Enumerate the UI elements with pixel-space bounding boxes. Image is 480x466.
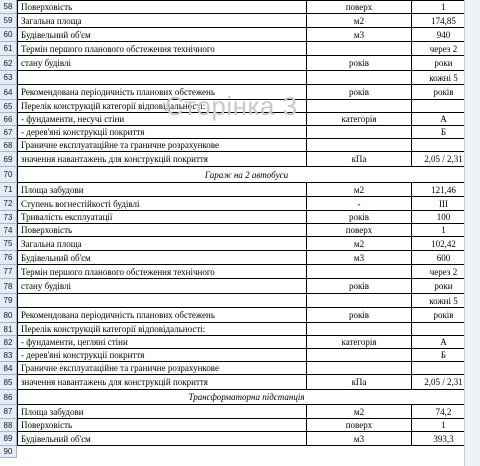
cell-value[interactable]: Б <box>412 349 476 361</box>
sheet-row <box>0 71 480 85</box>
row-cells <box>17 251 480 265</box>
row-cells <box>17 446 480 458</box>
cell-description[interactable]: Тривалість експлуатації <box>17 211 307 223</box>
row-header[interactable]: 69 <box>0 152 17 167</box>
cell-description[interactable]: значення навантажень для конструкцій покриття <box>17 375 307 389</box>
cell-unit[interactable]: кПа <box>307 375 412 389</box>
cell-description[interactable]: Граничне експлуатаційне та граничне розрахункове <box>17 362 307 374</box>
cell-value[interactable]: III <box>412 197 476 210</box>
row-cells <box>17 100 480 113</box>
sheet-row <box>0 0 480 14</box>
row-cells <box>17 265 480 279</box>
cell-description[interactable]: Ступень вогнестійкості будівлі <box>17 197 307 210</box>
cell-unit[interactable]: м3 <box>307 28 412 41</box>
cell-unit[interactable]: кПа <box>307 152 412 166</box>
cell-value[interactable]: кожні 5 <box>412 294 476 307</box>
cell-unit[interactable]: м2 <box>307 14 412 27</box>
cell-description[interactable] <box>17 446 307 458</box>
sheet-row <box>0 167 480 183</box>
row-header[interactable]: 65 <box>0 100 17 113</box>
sheet-row <box>0 56 480 71</box>
cell-description[interactable]: значення навантажень для конструкцій покриття <box>17 152 307 166</box>
cell-value[interactable]: 121,46 <box>412 183 476 196</box>
cell-description[interactable]: Поверховість <box>17 224 307 236</box>
row-header[interactable]: 79 <box>0 294 17 308</box>
cell-description[interactable]: Загальна площа <box>17 14 307 27</box>
cell-description[interactable]: стану будівлі <box>17 279 307 293</box>
cell-unit[interactable]: категорія <box>307 113 412 125</box>
row-cells <box>17 237 480 251</box>
cell-unit[interactable] <box>307 362 412 374</box>
row-header[interactable]: 64 <box>0 85 17 100</box>
sheet-row <box>0 375 480 390</box>
sheet-row <box>0 432 480 446</box>
row-cells <box>17 419 480 432</box>
cell-unit[interactable] <box>307 42 412 55</box>
row-cells <box>17 183 480 197</box>
row-cells <box>17 211 480 224</box>
row-header[interactable]: 62 <box>0 56 17 71</box>
cell-unit[interactable]: років <box>307 85 412 99</box>
cell-value[interactable]: 74,2 <box>412 405 476 418</box>
sheet-row <box>0 139 480 152</box>
cell-description[interactable]: Поверховість <box>17 1 307 13</box>
cell-unit[interactable]: категорія <box>307 336 412 348</box>
cell-value[interactable]: 2,05 / 2,31 <box>412 152 476 166</box>
cell-value[interactable]: 393,3 <box>412 432 476 445</box>
sheet-row <box>0 419 480 432</box>
cell-description[interactable]: Граничне експлуатаційне та граничне розрахункове <box>17 139 307 151</box>
row-cells <box>17 28 480 42</box>
cell-unit[interactable]: років <box>307 308 412 322</box>
row-header[interactable]: 59 <box>0 14 17 28</box>
cell-unit[interactable]: поверх <box>307 224 412 236</box>
sheet-row <box>0 349 480 362</box>
sheet-row <box>0 152 480 167</box>
cell-description[interactable] <box>17 71 307 84</box>
row-cells <box>17 0 480 14</box>
sheet-row <box>0 183 480 197</box>
row-header[interactable]: 76 <box>0 251 17 265</box>
row-cells <box>17 197 480 211</box>
cell-unit[interactable] <box>307 323 412 335</box>
row-header[interactable]: 67 <box>0 126 17 139</box>
sheet-row <box>0 405 480 419</box>
row-cells <box>17 139 480 152</box>
cell-description[interactable]: Рекомендована періодичність планових обстежень <box>17 308 307 322</box>
cell-description[interactable]: Термін першого планового обстеження технічного <box>17 42 307 55</box>
cell-value[interactable]: 1 <box>412 224 476 236</box>
row-cells <box>17 294 480 308</box>
sheet-row <box>0 14 480 28</box>
row-header[interactable]: 89 <box>0 432 17 446</box>
cell-value[interactable]: 174,85 <box>412 14 476 27</box>
row-header[interactable]: 63 <box>0 71 17 85</box>
row-cells <box>17 167 480 183</box>
sheet-row <box>0 362 480 375</box>
sheet-row <box>0 42 480 56</box>
row-header[interactable]: 83 <box>0 349 17 362</box>
section-heading[interactable]: Гараж на 2 автобуси <box>17 167 476 182</box>
cell-unit[interactable] <box>307 446 412 458</box>
row-header[interactable]: 82 <box>0 336 17 349</box>
cell-value[interactable]: 600 <box>412 251 476 264</box>
cell-value[interactable]: років <box>412 85 476 99</box>
section-heading[interactable]: Трансформаторна підстанція <box>17 390 476 404</box>
cell-description[interactable]: Перелік конструкцій категорії відповідальності: <box>17 323 307 335</box>
cell-unit[interactable]: м3 <box>307 432 412 445</box>
cell-unit[interactable]: м2 <box>307 405 412 418</box>
row-header[interactable]: 77 <box>0 265 17 279</box>
sheet-row <box>0 279 480 294</box>
cell-value[interactable]: роки <box>412 279 476 293</box>
sheet-row <box>0 251 480 265</box>
row-header[interactable]: 85 <box>0 375 17 390</box>
row-header[interactable]: 68 <box>0 139 17 152</box>
sheet-row <box>0 390 480 405</box>
cell-value[interactable]: 1 <box>412 1 476 13</box>
sheet-row <box>0 85 480 100</box>
sheet-row <box>0 265 480 279</box>
row-header[interactable]: 90 <box>0 446 17 458</box>
cell-description[interactable]: Будівельний об'єм <box>17 251 307 264</box>
cell-value[interactable]: 2,05 / 2,31 <box>412 375 476 389</box>
sheet-row <box>0 294 480 308</box>
sheet-row <box>0 237 480 251</box>
row-cells <box>17 279 480 294</box>
row-cells <box>17 42 480 56</box>
cell-unit[interactable]: м2 <box>307 237 412 250</box>
row-cells <box>17 405 480 419</box>
cell-value[interactable]: А <box>412 336 476 348</box>
row-cells <box>17 349 480 362</box>
cell-unit[interactable]: м2 <box>307 183 412 196</box>
cell-value[interactable]: років <box>412 308 476 322</box>
sheet-row <box>0 446 480 458</box>
row-cells <box>17 362 480 375</box>
cell-value[interactable]: кожні 5 <box>412 71 476 84</box>
row-cells <box>17 14 480 28</box>
row-cells <box>17 126 480 139</box>
cell-value[interactable]: роки <box>412 56 476 70</box>
cell-description[interactable]: - дерев'яні конструкції покриття <box>17 349 307 361</box>
row-header[interactable]: 72 <box>0 197 17 211</box>
cell-value[interactable]: 940 <box>412 28 476 41</box>
row-cells <box>17 375 480 390</box>
cell-description[interactable]: стану будівлі <box>17 56 307 70</box>
page-watermark: Сторінка 3 <box>165 91 298 121</box>
cell-description[interactable] <box>17 294 307 307</box>
vertical-scrollbar[interactable] <box>464 0 480 466</box>
sheet-row <box>0 28 480 42</box>
cell-value[interactable]: через 2 <box>412 265 476 278</box>
row-cells <box>17 323 480 336</box>
row-cells <box>17 56 480 71</box>
row-header[interactable]: 84 <box>0 362 17 375</box>
row-header[interactable]: 61 <box>0 42 17 56</box>
cell-unit[interactable] <box>307 265 412 278</box>
sheet-row <box>0 323 480 336</box>
row-cells <box>17 85 480 100</box>
sheet-row <box>0 336 480 349</box>
cell-value[interactable]: Б <box>412 126 476 138</box>
row-header[interactable]: 81 <box>0 323 17 336</box>
cell-unit[interactable] <box>307 294 412 307</box>
row-header[interactable]: 75 <box>0 237 17 251</box>
cell-description[interactable]: Будівельний об'єм <box>17 432 307 445</box>
sheet-row <box>0 211 480 224</box>
cell-description[interactable]: - дерев'яні конструкції покриття <box>17 126 307 138</box>
cell-description[interactable]: Рекомендована періодичність планових обстежень <box>17 85 307 99</box>
row-cells <box>17 224 480 237</box>
cell-value[interactable]: 102,42 <box>412 237 476 250</box>
cell-value[interactable]: через 2 <box>412 42 476 55</box>
cell-description[interactable]: - фундаменти, цегляні стіни <box>17 336 307 348</box>
row-cells <box>17 113 480 126</box>
cell-unit[interactable] <box>307 100 412 112</box>
cell-unit[interactable] <box>307 126 412 138</box>
cell-description[interactable]: Термін першого планового обстеження технічного <box>17 265 307 278</box>
cell-value[interactable]: 100 <box>412 211 476 223</box>
cell-description[interactable]: Перелік конструкцій категорії відповідальності: <box>17 100 307 112</box>
row-header[interactable]: 66 <box>0 113 17 126</box>
sheet-row <box>0 308 480 323</box>
row-cells <box>17 308 480 323</box>
cell-description[interactable]: Площа забудови <box>17 183 307 196</box>
row-header[interactable]: 88 <box>0 419 17 432</box>
row-header[interactable]: 78 <box>0 279 17 294</box>
cell-unit[interactable]: поверх <box>307 419 412 431</box>
cell-unit[interactable]: поверх <box>307 1 412 13</box>
row-header[interactable]: 87 <box>0 405 17 419</box>
cell-unit[interactable] <box>307 139 412 151</box>
cell-unit[interactable] <box>307 349 412 361</box>
cell-description[interactable]: Поверховість <box>17 419 307 431</box>
row-header[interactable]: 73 <box>0 211 17 224</box>
cell-description[interactable]: Будівельний об'єм <box>17 28 307 41</box>
cell-description[interactable]: Загальна площа <box>17 237 307 250</box>
row-header[interactable]: 60 <box>0 28 17 42</box>
cell-unit[interactable]: років <box>307 211 412 223</box>
cell-unit[interactable]: м3 <box>307 251 412 264</box>
cell-value[interactable]: 1 <box>412 419 476 431</box>
cell-value[interactable]: А <box>412 113 476 125</box>
cell-unit[interactable]: - <box>307 197 412 210</box>
sheet-row <box>0 113 480 126</box>
sheet-row <box>0 100 480 113</box>
row-cells <box>17 336 480 349</box>
cell-description[interactable]: Площа забудови <box>17 405 307 418</box>
sheet-row <box>0 197 480 211</box>
row-header[interactable]: 74 <box>0 224 17 237</box>
cell-description[interactable]: - фундаменти, несучі стіни <box>17 113 307 125</box>
row-cells <box>17 71 480 85</box>
cell-unit[interactable] <box>307 71 412 84</box>
row-cells <box>17 432 480 446</box>
row-cells <box>17 152 480 167</box>
row-header[interactable]: 80 <box>0 308 17 323</box>
row-header[interactable]: 70 <box>0 167 17 183</box>
row-header[interactable]: 71 <box>0 183 17 197</box>
row-header[interactable]: 86 <box>0 390 17 405</box>
sheet-row <box>0 224 480 237</box>
row-cells <box>17 390 480 405</box>
sheet-row <box>0 126 480 139</box>
row-header[interactable]: 58 <box>0 0 17 14</box>
cell-unit[interactable]: років <box>307 56 412 70</box>
cell-unit[interactable]: років <box>307 279 412 293</box>
